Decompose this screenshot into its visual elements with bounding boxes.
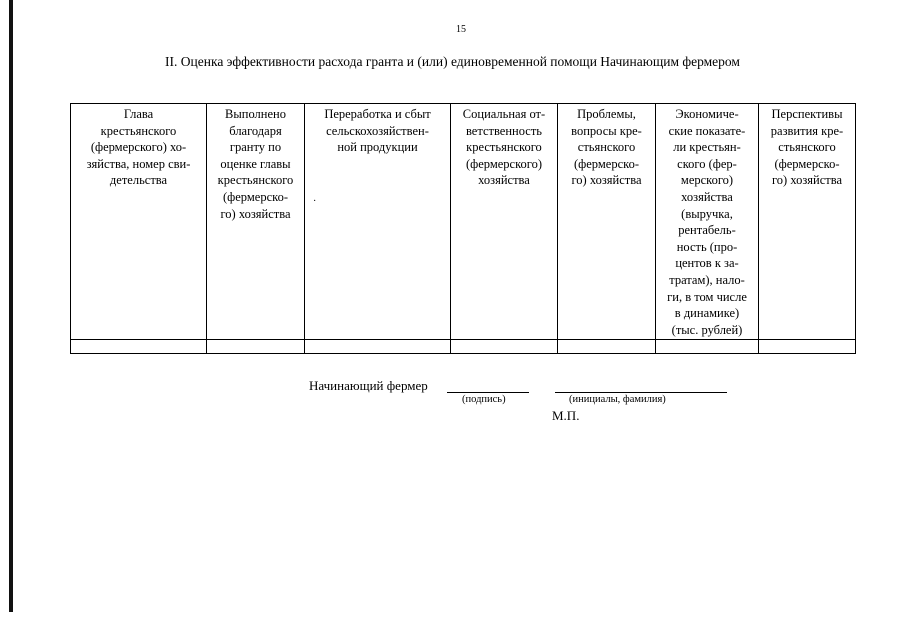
header-text-line: Переработка и сбыт	[324, 107, 431, 121]
signature-label: Начинающий фермер	[309, 378, 428, 393]
header-text-line: центов к за-	[675, 256, 739, 271]
name-line[interactable]	[555, 392, 727, 393]
header-text-line: детельства	[109, 173, 168, 188]
name-caption: (инициалы, фамилия)	[569, 394, 666, 405]
header-text-line: ги, в том числе	[667, 289, 747, 304]
header-text-line: хозяйства	[681, 189, 733, 204]
stray-mark: ·	[313, 196, 317, 207]
stamp-place: М.П.	[552, 408, 580, 423]
header-text-line: оценке главы	[220, 156, 291, 171]
page-number: 15	[456, 24, 466, 35]
header-text-line: крестьянского	[217, 173, 294, 188]
header-text-line: крестьянского	[466, 140, 542, 155]
header-text-line: ского (фер-	[677, 156, 737, 171]
header-text-line: го) хозяйства	[771, 173, 843, 188]
signature-caption: (подпись)	[462, 394, 506, 405]
header-text-line: Глава	[123, 107, 154, 121]
header-text-line: хозяйства	[478, 173, 530, 188]
table-cell[interactable]	[656, 340, 759, 354]
header-text-line: (фермерско-	[574, 156, 639, 171]
header-text-line: благодаря	[229, 123, 282, 138]
header-text-line: вопросы кре-	[571, 123, 642, 138]
table-cell[interactable]	[305, 340, 451, 354]
header-text-line: Выполнено	[225, 107, 286, 121]
header-text-line: сельскохозяйствен-	[326, 123, 429, 138]
header-text-line: стьянского	[577, 140, 636, 155]
header-text-line: Экономиче-	[675, 107, 739, 121]
header-text-line: Социальная от-	[462, 107, 546, 121]
header-text-line: стьянского	[778, 140, 836, 155]
header-text-line: ветственность	[465, 123, 543, 138]
header-text-line: (тыс. рублей)	[671, 322, 743, 337]
header-text-line: ские показате-	[668, 123, 746, 138]
header-cell	[451, 104, 558, 340]
header-cell	[305, 104, 451, 340]
header-cell	[558, 104, 656, 340]
table-cell[interactable]	[759, 340, 856, 354]
header-cell	[656, 104, 759, 340]
header-cell	[71, 104, 207, 340]
header-cell	[207, 104, 305, 340]
evaluation-table	[70, 103, 856, 354]
header-text-line: гранту по	[229, 140, 282, 155]
header-text-line: Перспективы	[771, 107, 843, 121]
header-text-line: крестьянского	[100, 123, 177, 138]
header-text-line: (выручка,	[681, 206, 733, 221]
header-text-line: ной продукции	[337, 140, 418, 155]
table-cell[interactable]	[451, 340, 558, 354]
scan-edge-bar	[9, 0, 13, 612]
header-text-line: ность (про-	[676, 239, 738, 254]
header-text-line: развития кре-	[770, 123, 844, 138]
section-heading: II. Оценка эффективности расхода гранта и (или) единовременной помощи Начинающим фермером	[165, 54, 740, 69]
header-text-line: ли крестьян-	[673, 140, 741, 155]
header-text-line: рентабель-	[678, 223, 736, 238]
header-cell	[759, 104, 856, 340]
header-text-line: (фермерско-	[774, 156, 840, 171]
header-text-line: (фермерского) хо-	[90, 140, 187, 155]
table-cell[interactable]	[558, 340, 656, 354]
header-text-line: мерского)	[680, 173, 734, 188]
table-cell[interactable]	[207, 340, 305, 354]
header-text-line: (фермерско-	[223, 189, 288, 204]
table-row	[71, 340, 856, 354]
table-cell[interactable]	[71, 340, 207, 354]
header-text-line: (фермерского)	[465, 156, 543, 171]
header-text-line: в динамике)	[674, 306, 740, 321]
header-text-line: го) хозяйства	[571, 173, 642, 188]
table-header-row	[71, 104, 856, 340]
header-text-line: го) хозяйства	[220, 206, 291, 221]
signature-line[interactable]	[447, 392, 529, 393]
header-text-line: Проблемы,	[577, 107, 636, 121]
header-text-line: тратам), нало-	[669, 272, 745, 287]
header-text-line: зяйства, номер сви-	[86, 156, 191, 171]
